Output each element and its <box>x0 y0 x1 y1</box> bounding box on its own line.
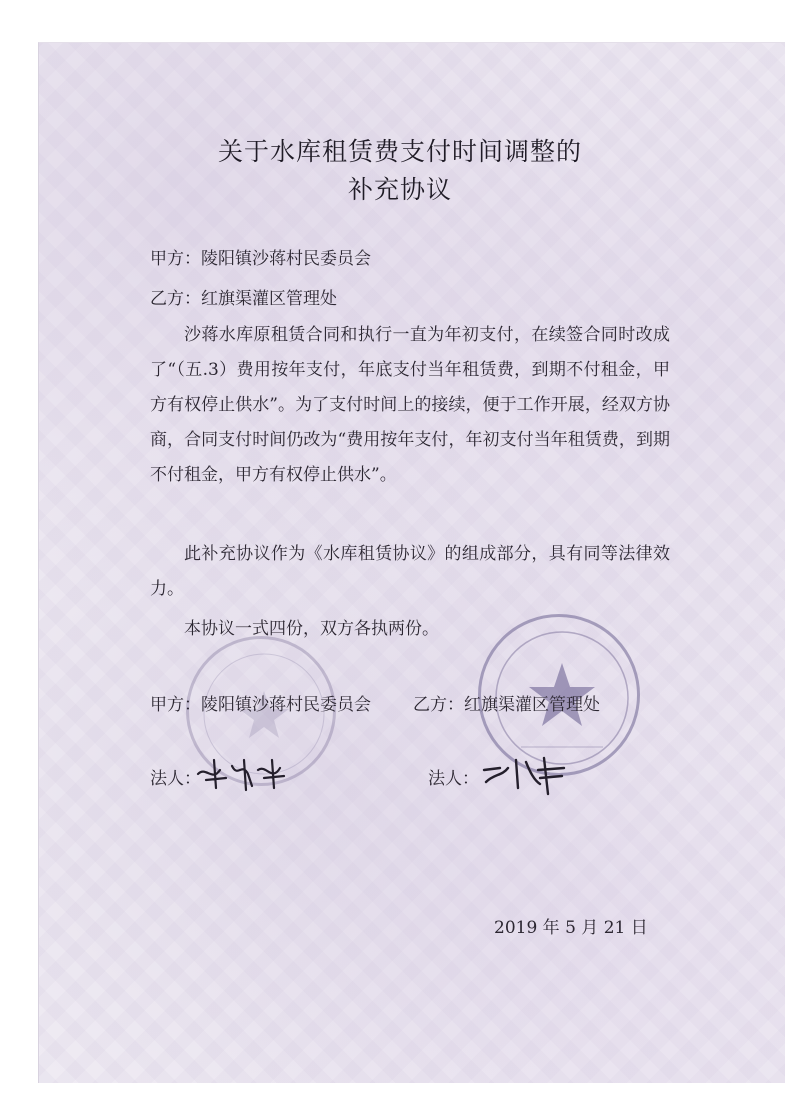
document-date: 2019 年 5 月 21 日 <box>494 918 648 938</box>
body-paragraph-1: 沙蒋水库原租赁合同和执行一直为年初支付，在续签合同时改成了“（五.3）费用按年支付，年底支付当年租赁费，到期不付租金，甲方有权停止供水”。为了支付时间上的接续，便于工作开展，经双方协商，合同支付时间仍改为“费用按年支付，年初支付当年租赁费，到期不付租金，甲方有权停止供水”。 <box>150 325 670 485</box>
document-title-line-1: 关于水库租赁费支付时间调整的 <box>217 137 582 166</box>
document-title-line-2: 补充协议 <box>347 175 452 204</box>
legal-rep-a-label: 法人： <box>150 769 201 789</box>
legal-rep-b-signature <box>478 748 588 798</box>
legal-rep-b-label: 法人： <box>428 769 479 789</box>
party-b-line: 乙方：红旗渠灌区管理处 <box>150 289 337 309</box>
body-paragraph-2: 此补充协议作为《水库租赁协议》的组成部分，具有同等法律效力。 <box>150 544 670 599</box>
body-paragraph-3: 本协议一式四份，双方各执两份。 <box>184 619 439 639</box>
party-a-line: 甲方：陵阳镇沙蒋村民委员会 <box>150 249 371 269</box>
sign-party-a: 甲方：陵阳镇沙蒋村民委员会 <box>150 695 371 715</box>
sign-party-b: 乙方：红旗渠灌区管理处 <box>413 695 600 715</box>
legal-rep-a-signature <box>192 752 302 794</box>
